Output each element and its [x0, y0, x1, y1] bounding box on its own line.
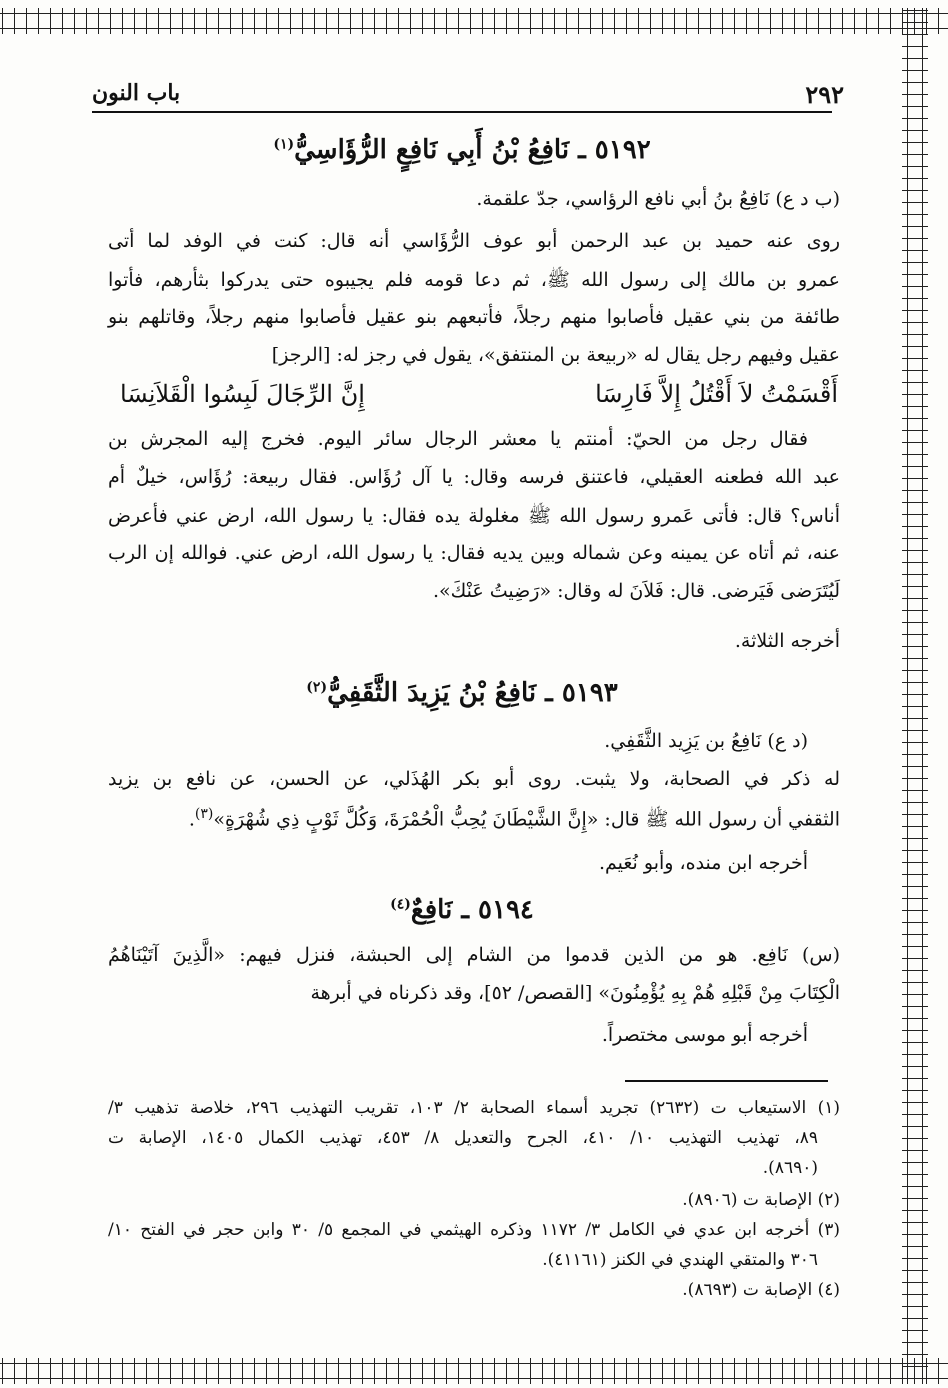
chapter-title: باب النون	[92, 80, 181, 106]
source-note: أخرجه ابن منده، وأبو نُعَيم.	[598, 852, 808, 874]
footnote-1-line: (١) الاستيعاب ت (٢٦٣٢) تجريد أسماء الصحابة ٢/ ١٠٣، تقريب التهذيب ٢٩٦، خلاصة تذهيب ٣/	[108, 1098, 840, 1118]
body-line: أناس؟ قال: فأتى عَمرو رسول الله ﷺ مغلولة يده فقال: يا رسول الله، ارض عني فأعرض	[108, 505, 840, 527]
body-line: روى عنه حميد بن عبد الرحمن أبو عوف الرُّؤَاسي أنه قال: كنت في الوفد لما أتى	[108, 230, 840, 252]
footnote-2: (٢) الإصابة ت (٨٩٠٦).	[682, 1190, 840, 1210]
entry-title-5193	[92, 678, 832, 708]
body-line: الثقفي أن رسول الله ﷺ قال: «إِنَّ الشَّيْطَانَ يُحِبُّ الْحُمْرَةَ، وَكُلَّ ثَوْبٍ ذِي شُهْرَةٍ»$^{(٣)}$.	[188, 806, 840, 831]
entry-title-text: ٥١٩٢ ـ نَافِعُ بْنُ أَبِي نَافِعٍ الرُّؤَاسِيُّ	[294, 135, 651, 165]
body-line: الْكِتَابَ مِنْ قَبْلِهِ هُمْ بِهِ يُؤْمِنُونَ» [القصص/ ٥٢]، وقد ذكرناه في أبرهة	[310, 982, 840, 1004]
entry-title-5194	[92, 895, 832, 925]
footnote-marker: (٢)	[306, 679, 328, 696]
body-line: له ذكر في الصحابة، ولا يثبت. روى أبو بكر الهُذَلي، عن الحسن، عن نافع بن يزيد	[108, 768, 840, 790]
verse-hemistich-right: أَقْسَمْتُ لاَ أَقْتُلُ إِلاَّ فَارِسَا	[595, 380, 838, 408]
decorative-border-top	[0, 8, 948, 34]
entry-intro-line: (ب د ع) نَافِعُ بنُ أبي نافع الرؤاسي، جدّ علقمة.	[476, 188, 840, 210]
source-note: أخرجه أبو موسى مختصراً.	[601, 1024, 808, 1046]
footnote-marker: (٤)	[390, 896, 411, 913]
footnote-marker: (٣)	[194, 806, 214, 822]
body-line: فقال رجل من الحيّ: أمنتم يا معشر الرجال سائر اليوم. فخرج إليه المجرش بن	[108, 428, 808, 450]
body-line: عنه، ثم أتاه عن يمينه وعن شماله وبين يديه فقال: يا رسول الله، ارض عني. فوالله إن الرب	[108, 542, 840, 564]
decorative-border-right	[902, 8, 928, 1384]
body-line: طائفة من بني عقيل فأصابوا منهم رجلاً، فأتبعهم بنو عقيل فأصابوا منهم رجلاً، وقاتلهم بنو	[108, 306, 840, 328]
decorative-border-bottom	[0, 1358, 948, 1384]
footnote-marker: (١)	[273, 136, 295, 153]
body-line: عقيل وفيهم رجل يقال له «ربيعة بن المنتفق»، يقول في رجز له: [الرجز]	[271, 344, 840, 366]
hadith-text: الثقفي أن رسول الله ﷺ قال: «إِنَّ الشَّيْطَانَ يُحِبُّ الْحُمْرَةَ، وَكُلَّ ثَوْبٍ ذِي شُهْرَةٍ»	[213, 808, 840, 831]
page-number: ٢٩٢	[805, 80, 844, 109]
footnote-1-line: ٨٩، تهذيب التهذيب ١٠/ ٤١٠، الجرح والتعديل ٨/ ٤٥٣، تهذيب الكمال ١٤٠٥، الإصابة ت	[108, 1128, 818, 1148]
entry-title-5192	[92, 135, 832, 165]
footnote-separator	[625, 1080, 828, 1082]
entry-title-text: ٥١٩٣ ـ نَافِعُ بْنُ يَزِيدَ الثَّقَفِيُّ	[327, 678, 618, 708]
body-line: عمرو بن مالك إلى رسول الله ﷺ، ثم دعا قومه فلم يجيبوه حتى يدركوا بثأرهم، فأتوا	[108, 269, 840, 291]
entry-intro-line: (س) نَافِع. هو من الذين قدموا من الشام إلى الحبشة، فنزل فيهم: «الَّذِينَ آتَيْنَاهُمُ	[108, 944, 840, 966]
verse-hemistich-left: إِنَّ الرِّجَالَ لَبِسُوا الْقَلاَنِسَا	[120, 380, 365, 408]
body-line: عبد الله فطعنه العقيلي، فاعتنق فرسه وقال: يا آل رُؤَاس. فقال ربيعة: رُؤَاس، خيلٌ أم	[108, 466, 840, 488]
footnote-1-line: (٨٦٩٠).	[762, 1158, 818, 1178]
header-rule	[92, 111, 832, 113]
footnote-3-line: (٣) أخرجه ابن عدي في الكامل ٣/ ١١٧٢ وذكره الهيثمي في المجمع ٥/ ٣٠ وابن حجر في الفتح ١٠/	[108, 1220, 840, 1240]
source-note: أخرجه الثلاثة.	[734, 630, 840, 652]
body-line: لَيُتَرَضى فَيَرضى. قال: فَلاَنَ له وقال: «رَضِيتُ عَنْكَ».	[432, 580, 840, 602]
footnote-4: (٤) الإصابة ت (٨٦٩٣).	[682, 1280, 840, 1300]
entry-intro-line: (د ع) نَافِعُ بن يَزِيد الثَّقَفِي.	[604, 730, 808, 752]
footnote-3-line: ٣٠٦ والمتقي الهندي في الكنز (٤١١٦١).	[542, 1250, 818, 1270]
entry-title-text: ٥١٩٤ ـ نَافِعٌ	[410, 895, 534, 925]
